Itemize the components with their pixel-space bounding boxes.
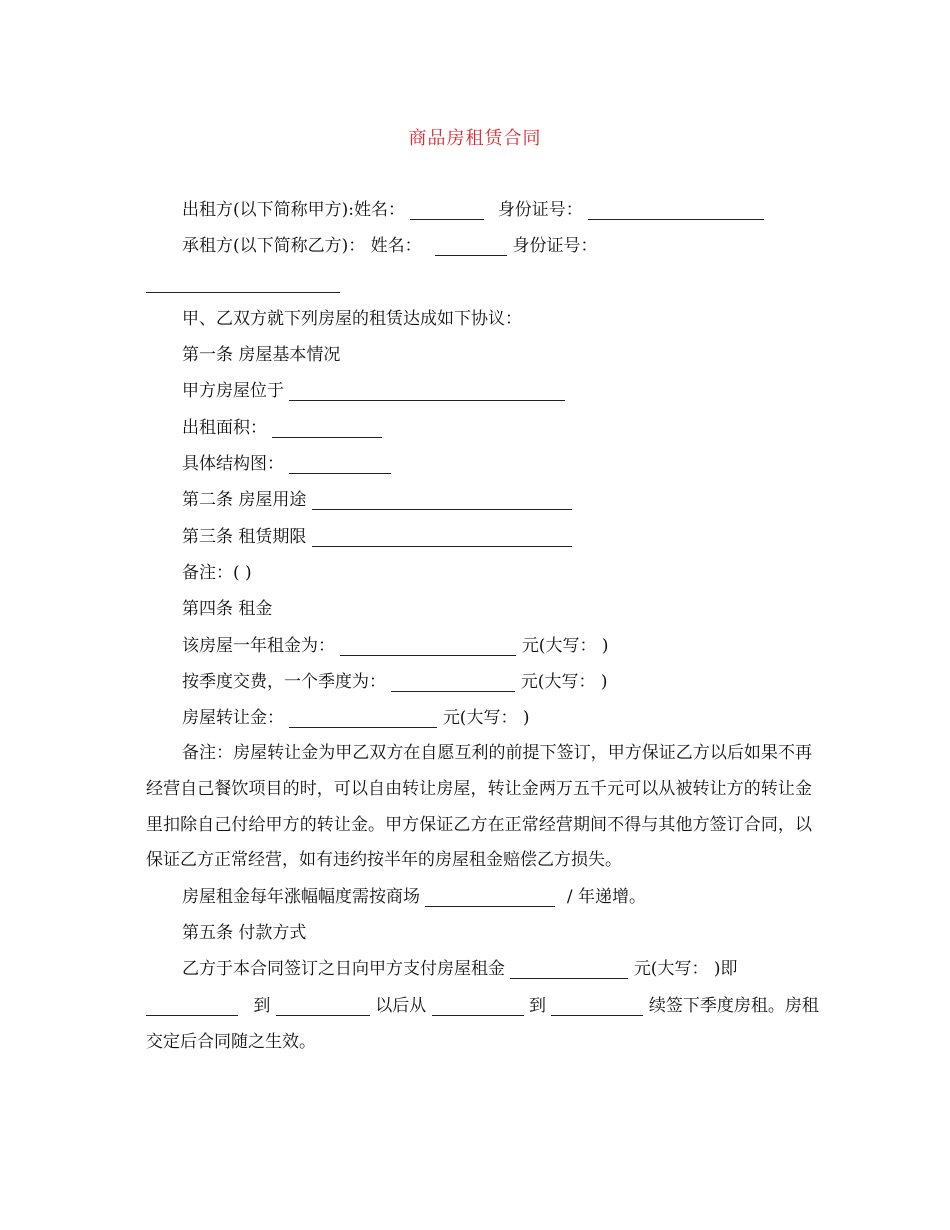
article2-line (146, 482, 812, 518)
transfer-fee-blank (289, 705, 437, 728)
article3-line (146, 519, 812, 555)
lessor-line (146, 192, 812, 228)
remark-short: 备注：( ) (182, 562, 252, 583)
annual-rent-line (146, 628, 812, 664)
article3-heading: 第三条 租赁期限 (182, 526, 307, 547)
quarter-rent-blank (391, 669, 515, 692)
lessee-line (146, 228, 812, 264)
article2-heading: 第二条 房屋用途 (182, 490, 307, 511)
lessor-id-blank (588, 197, 764, 220)
renew-start-blank (432, 993, 524, 1016)
lessee-id-blank (146, 270, 340, 293)
renew-text: 续签下季度房租。房租 (648, 995, 819, 1016)
effective-line: 交定后合同随之生效。 (146, 1032, 316, 1053)
payment-prefix: 乙方于本合同签订之日向甲方支付房屋租金 (182, 959, 505, 980)
document-title: 商品房租赁合同 (408, 128, 542, 149)
structure-blank (289, 451, 391, 474)
structure-line (146, 446, 812, 482)
transfer-fee-label: 房屋转让金： (182, 708, 284, 729)
location-label: 甲方房屋位于 (182, 381, 284, 402)
payment-line (146, 951, 812, 987)
lessor-id-label: 身份证号： (497, 200, 583, 220)
period-start-blank (146, 993, 238, 1016)
structure-label: 具体结构图： (182, 454, 284, 475)
after-from-text: 以后从 (375, 995, 427, 1016)
usage-blank (312, 487, 572, 510)
article1-heading: 第一条 房屋基本情况 (182, 345, 341, 366)
remark-paragraph: 备注：房屋转让金为甲乙双方在自愿互利的前提下签订，甲方保证乙方以后如果不再经营自己餐饮项目的时，可以自由转让房屋，转让金两万五千元可以从被转让方的转让金里扣除自己付给甲方的转让金。甲方保证乙方在正常经营期间不得与其他方签订合同，以保证乙方正常经营，如有违约按半年的房屋租金赔偿乙方损失。 (146, 743, 812, 871)
increase-line (146, 879, 812, 915)
period-end-blank (276, 993, 370, 1016)
location-line (146, 373, 812, 409)
term-blank (312, 524, 572, 547)
annual-rent-blank (340, 633, 516, 656)
lessee-id-line (146, 265, 812, 301)
article5-heading: 第五条 付款方式 (182, 923, 307, 944)
lessee-name-label: 承租方(以下简称乙方)： 姓名： (182, 236, 422, 257)
payment-suffix: 元(大写： )即 (633, 959, 738, 980)
increase-suffix: / 年递增。 (566, 886, 646, 907)
area-label: 出租面积： (182, 417, 267, 438)
transfer-fee-line (146, 700, 812, 736)
payment-period-line (146, 988, 819, 1024)
lessor-name-blank (410, 197, 484, 220)
annual-rent-label: 该房屋一年租金为： (182, 635, 335, 656)
lessee-name-blank (435, 233, 507, 256)
to-text-1: 到 (253, 995, 271, 1016)
article4-heading: 第四条 租金 (182, 599, 273, 620)
increase-blank (425, 884, 555, 907)
increase-label: 房屋租金每年涨幅幅度需按商场 (182, 886, 420, 907)
payment-amount-blank (510, 956, 628, 979)
to-text-2: 到 (529, 995, 547, 1016)
quarter-rent-suffix: 元(大写： ) (520, 671, 608, 692)
contract-body (146, 192, 819, 1060)
lessor-name-label: 出租方(以下简称甲方):姓名： (182, 200, 405, 220)
quarter-rent-label: 按季度交费，一个季度为： (182, 671, 386, 692)
lessee-id-label: 身份证号： (512, 236, 598, 257)
intro-line: 甲、乙双方就下列房屋的租赁达成如下协议： (182, 308, 522, 329)
renew-end-blank (551, 993, 643, 1016)
area-blank (272, 415, 382, 438)
annual-rent-suffix: 元(大写： ) (521, 635, 609, 656)
quarter-rent-line (146, 664, 812, 700)
location-blank (289, 378, 565, 401)
transfer-fee-suffix: 元(大写： ) (442, 708, 530, 729)
area-line (146, 410, 812, 446)
